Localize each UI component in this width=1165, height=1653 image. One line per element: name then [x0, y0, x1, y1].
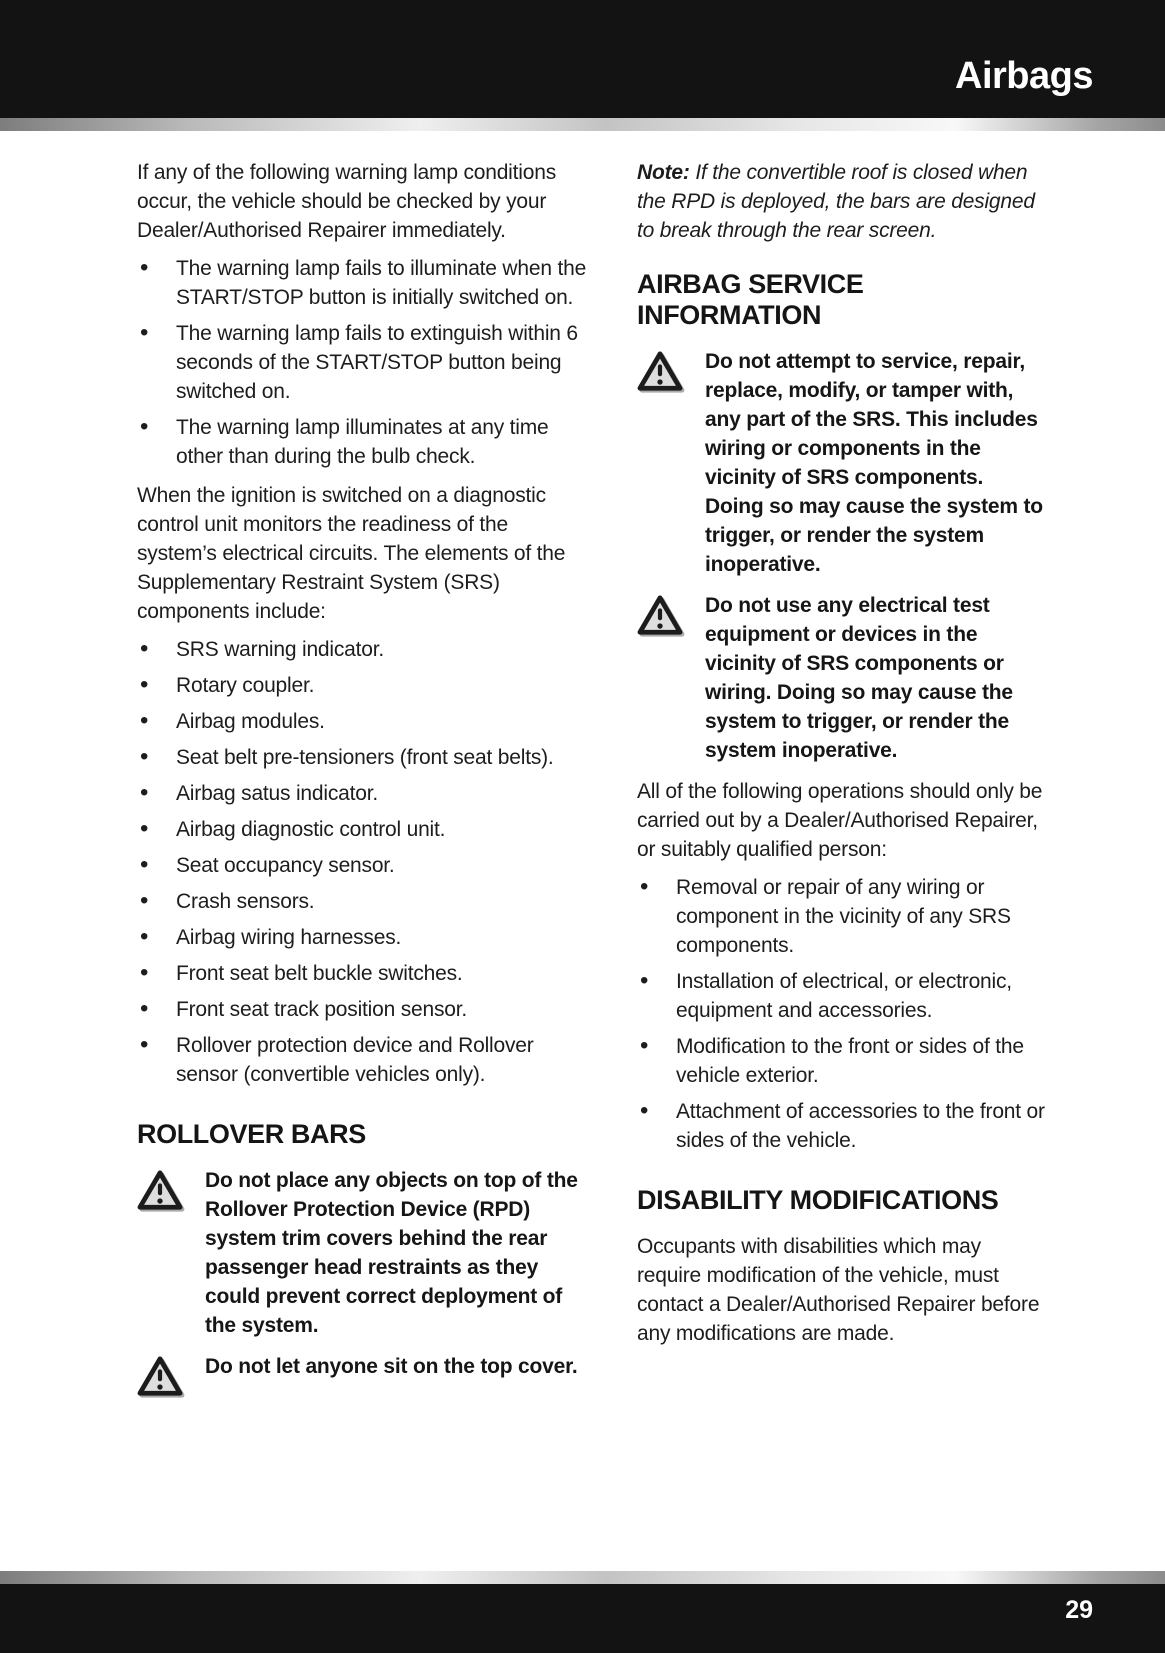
warning-note [137, 1352, 589, 1403]
ignition-paragraph: When the ignition is switched on a diagnostic control unit monitors the readiness of the system’s electrical circuits. The elements of the Supplementary Restraint System (SRS) components include: [137, 484, 566, 623]
list-item: • Front seat track position sensor. [137, 995, 589, 1024]
list-item: • Removal or repair of any wiring or component in the vicinity of any SRS components. [637, 873, 1047, 960]
operations-list [637, 873, 1047, 1155]
section-heading-rollover-bars: ROLLOVER BARS [137, 1119, 366, 1149]
list-item: • The warning lamp fails to illuminate when the START/STOP button is initially switched on. [137, 254, 589, 312]
note-paragraph [637, 158, 1047, 245]
list-item: • The warning lamp illuminates at any time other than during the bulb check. [137, 413, 589, 471]
list-item: • Airbag diagnostic control unit. [137, 815, 589, 844]
warning-lamp-list [137, 254, 589, 471]
list-item: • The warning lamp fails to extinguish within 6 seconds of the START/STOP button being switched on. [137, 319, 589, 406]
list-item: • Seat belt pre-tensioners (front seat belts). [137, 743, 589, 772]
page-header [0, 0, 1165, 118]
right-column [637, 158, 1047, 1357]
list-item: • Front seat belt buckle switches. [137, 959, 589, 988]
footer-divider [0, 1571, 1165, 1584]
note-text: If the convertible roof is closed when the RPD is deployed, the bars are designed to break through the rear screen. [637, 161, 1035, 242]
left-column [137, 158, 589, 1415]
warning-text: Do not use any electrical test equipment or devices in the vicinity of SRS components or wiring. Doing so may cause the system to trigger, or render the system inoperative. [705, 594, 1013, 762]
warning-note [637, 591, 1047, 765]
intro-paragraph: If any of the following warning lamp conditions occur, the vehicle should be checked by your Dealer/Authorised Repairer immediately. [137, 161, 557, 242]
disability-paragraph: Occupants with disabilities which may require modification of the vehicle, must contact a Dealer/Authorised Repairer before any modifications are made. [637, 1235, 1040, 1345]
page-title: Airbags [955, 55, 1093, 97]
warning-text: Do not attempt to service, repair, replace, modify, or tamper with, any part of the SRS. This includes wiring or components in the vicinity of SRS components. Doing so may cause the system to trigger, or render the system inoperative. [705, 350, 1043, 576]
list-item: • Rollover protection device and Rollover sensor (convertible vehicles only). [137, 1031, 589, 1089]
list-item: • Modification to the front or sides of the vehicle exterior. [637, 1032, 1047, 1090]
note-label: Note: [637, 161, 690, 184]
list-item: • Crash sensors. [137, 887, 589, 916]
page-number: 29 [1065, 1596, 1093, 1624]
warning-triangle-icon [637, 347, 705, 579]
warning-triangle-icon [637, 591, 705, 765]
list-item: • Rotary coupler. [137, 671, 589, 700]
section-heading-airbag-service: AIRBAG SERVICE INFORMATION [637, 269, 864, 330]
operations-paragraph: All of the following operations should only be carried out by a Dealer/Authorised Repairer, or suitably qualified person: [637, 780, 1043, 861]
page-footer [0, 1584, 1165, 1653]
list-item: • SRS warning indicator. [137, 635, 589, 664]
warning-note [137, 1166, 589, 1340]
list-item: • Airbag satus indicator. [137, 779, 589, 808]
section-heading-disability-modifications: DISABILITY MODIFICATIONS [637, 1185, 999, 1215]
warning-triangle-icon [137, 1166, 205, 1340]
list-item: • Installation of electrical, or electronic, equipment and accessories. [637, 967, 1047, 1025]
warning-triangle-icon [137, 1352, 205, 1403]
list-item: • Attachment of accessories to the front or sides of the vehicle. [637, 1097, 1047, 1155]
header-divider [0, 118, 1165, 131]
list-item: • Airbag modules. [137, 707, 589, 736]
list-item: • Airbag wiring harnesses. [137, 923, 589, 952]
warning-text: Do not place any objects on top of the Rollover Protection Device (RPD) system trim covers behind the rear passenger head restraints as they could prevent correct deployment of the system. [205, 1169, 578, 1337]
srs-components-list [137, 635, 589, 1089]
warning-text: Do not let anyone sit on the top cover. [205, 1355, 578, 1378]
warning-note [637, 347, 1047, 579]
list-item: • Seat occupancy sensor. [137, 851, 589, 880]
